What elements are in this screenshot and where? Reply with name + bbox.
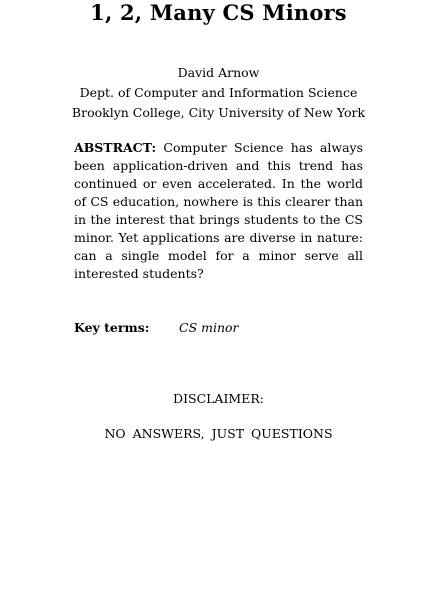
- disclaimer-heading: DISCLAIMER:: [173, 391, 264, 406]
- key-terms: [74, 319, 374, 337]
- author-department: Dept. of Computer and Information Science: [79, 85, 358, 100]
- abstract-text: Computer Science has always been application-driven and this trend has continued or even accelerated. In the world of CS education, nowhere is this clearer than in the interest that brings students to the CS minor. Yet applications are diverse in nature: can a single model for a minor serve all interested students?: [74, 140, 363, 281]
- author-block: [0, 63, 437, 123]
- author-institution: Brooklyn College, City University of New York: [71, 105, 366, 120]
- abstract-paragraph: [74, 139, 363, 283]
- key-terms-value: CS minor: [179, 320, 239, 335]
- author-name: David Arnow: [177, 65, 260, 80]
- key-terms-label: Key terms:: [74, 320, 150, 335]
- disclaimer-text: NO ANSWERS, JUST QUESTIONS: [104, 426, 333, 441]
- paper-title: 1, 2, Many CS Minors: [90, 0, 347, 25]
- abstract-label: ABSTRACT:: [74, 140, 157, 155]
